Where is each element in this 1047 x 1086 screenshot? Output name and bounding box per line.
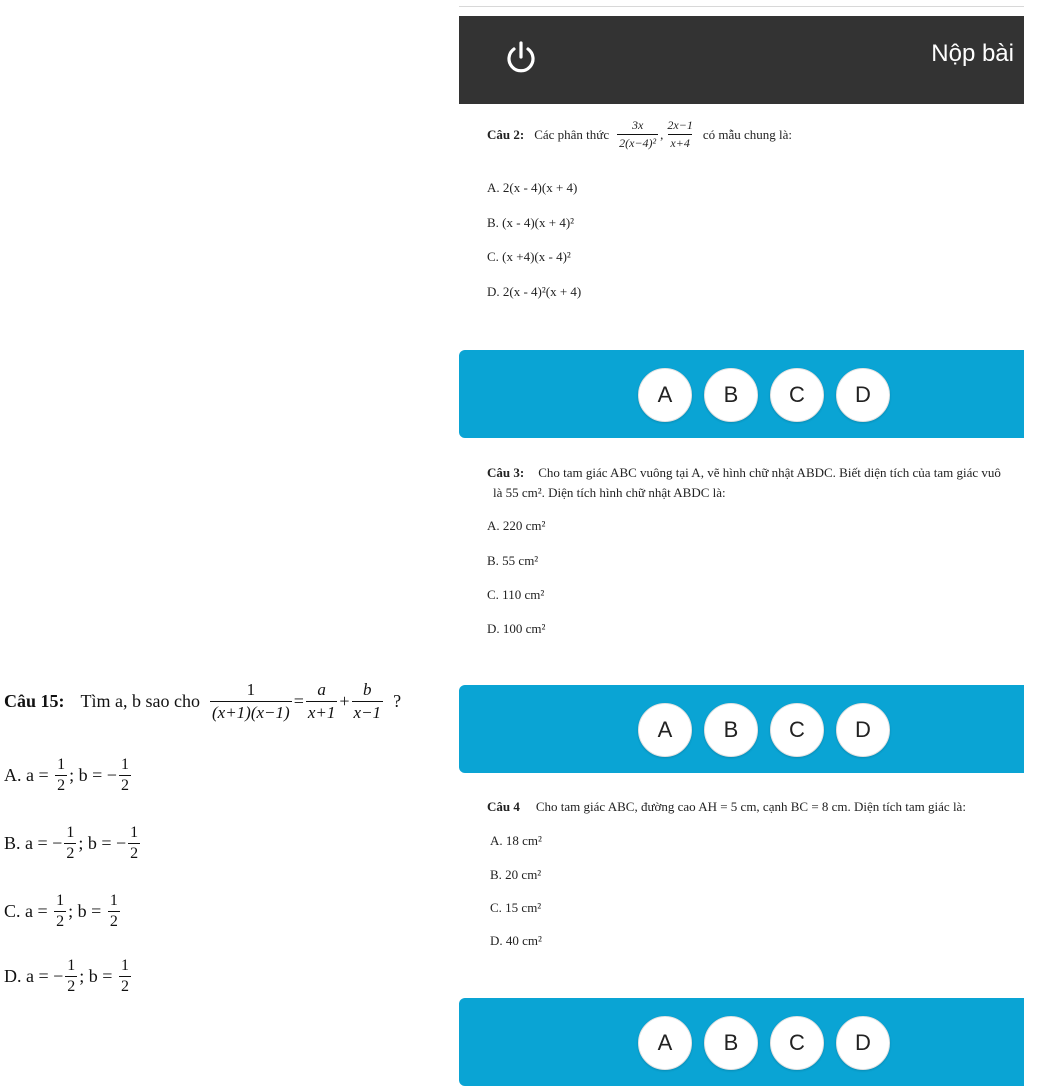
lhs-numerator: 1 [246,680,256,699]
option-b-sign: − [115,833,127,853]
question-15-prefix: Tìm a, b sao cho [80,691,200,711]
option-b-label: ; b = [79,966,113,986]
q4-option-a: A. 18 cm² [490,833,542,848]
option-a-label: a = [26,765,49,785]
q4-option-b: B. 20 cm² [490,867,542,882]
q4-option-d: D. 40 cm² [490,933,542,948]
comma: , [660,126,664,142]
lhs-fraction [210,680,292,723]
q15-option-d [4,957,133,996]
q2-fraction-1 [617,118,658,151]
option-b-label: ; b = [68,901,102,921]
term2-numerator: b [363,680,372,699]
option-b-sign: − [106,765,117,785]
question-3-title [487,465,1047,501]
q2-option-b: B. (x - 4)(x + 4)² [487,215,575,230]
question-3-line2: là 55 cm². Diện tích hình chữ nhật ABDC là: [493,485,726,500]
term1-numerator: a [317,680,326,699]
q3-option-c: C. 110 cm² [487,587,545,602]
term1-fraction [306,680,338,723]
option-a-label: a = [25,901,48,921]
answer-button-a[interactable]: A [638,1016,692,1070]
option-a-sign: − [52,833,63,853]
q2-fraction-2 [665,118,694,151]
option-a-fraction [54,892,66,931]
answer-button-b[interactable]: B [704,703,758,757]
answer-button-b[interactable]: B [704,1016,758,1070]
q2-option-d: D. 2(x - 4)²(x + 4) [487,284,582,299]
frac-den: 2(x−4)² [619,136,657,150]
answer-button-a[interactable]: A [638,368,692,422]
q4-option-c: C. 15 cm² [490,900,542,915]
frac-den: 2 [66,845,75,862]
quiz-panel [459,0,1024,1055]
question-15-title [4,680,401,723]
answer-button-b[interactable]: B [704,368,758,422]
question-2-suffix: có mẫu chung là: [702,126,792,142]
q15-option-b [4,824,142,863]
answer-button-c[interactable]: C [770,1016,824,1070]
question-2-prefix: Các phân thức [534,126,610,142]
frac-num: 2x−1 [667,118,693,132]
question-3-line1: Cho tam giác ABC vuông tại A, vẽ hình chữ nhật ABDC. Biết diện tích của tam giác vuô [538,465,1001,480]
option-letter: A. [4,765,22,785]
q3-option-b: B. 55 cm² [487,553,539,568]
q15-option-a [4,756,133,795]
option-b-label: ; b = [69,765,103,785]
option-a-fraction [55,756,67,795]
frac-num: 1 [120,756,129,773]
term2-denominator: x−1 [353,703,382,722]
frac-den: x+4 [670,136,690,150]
option-a-label: a = [25,833,48,853]
frac-num: 1 [56,892,65,909]
question-15-label: Câu 15: [4,691,65,711]
frac-den: 2 [120,777,129,794]
frac-den: 2 [56,913,65,930]
option-letter: C. [4,901,21,921]
option-b-fraction [128,824,140,863]
frac-den: 2 [130,845,139,862]
submit-button[interactable]: Nộp bài [931,40,1014,67]
lhs-denominator [210,701,292,723]
frac-num: 1 [109,892,118,909]
q3-option-d: D. 100 cm² [487,621,546,636]
top-bar [459,16,1024,104]
q2-option-c: C. (x +4)(x - 4)² [487,249,571,264]
frac-den: 2 [67,978,76,995]
q3-option-a: A. 220 cm² [487,518,546,533]
question-2-label: Câu 2: [487,126,525,142]
option-a-fraction [64,824,76,863]
option-b-fraction [119,957,131,996]
term2-fraction [352,680,384,723]
option-a-fraction [65,957,77,996]
question-4-label: Câu 4 [487,799,520,814]
option-b-fraction [108,892,120,931]
option-a-sign: − [53,966,64,986]
option-a-label: a = [26,966,49,986]
question-4-title [487,799,966,815]
frac-den: 2 [57,777,66,794]
answer-button-c[interactable]: C [770,703,824,757]
answer-bar-q2 [459,350,1024,438]
question-mark: ? [393,691,402,711]
option-b-label: ; b = [78,833,112,853]
frac-num: 3x [631,118,644,132]
option-b-fraction [119,756,131,795]
plus-sign: + [339,691,350,711]
frac-num: 1 [130,824,139,841]
panel-top-divider [459,6,1024,7]
frac-num: 1 [120,957,129,974]
q2-option-a: A. 2(x - 4)(x + 4) [487,180,578,195]
frac-num: 1 [67,957,76,974]
left-question-image [0,0,458,1024]
option-letter: D. [4,966,22,986]
equals-sign: = [293,691,304,711]
option-letter: B. [4,833,21,853]
answer-button-d[interactable]: D [836,1016,890,1070]
question-3-label: Câu 3: [487,465,525,480]
lhs-denominator-text: (x+1)(x−1) [212,703,290,722]
answer-button-d[interactable]: D [836,368,890,422]
answer-bar-q4 [459,998,1024,1086]
answer-bar-q3 [459,685,1024,773]
frac-num: 1 [57,756,66,773]
answer-button-a[interactable]: A [638,703,692,757]
answer-button-d[interactable]: D [836,703,890,757]
frac-den: 2 [120,978,129,995]
frac-num: 1 [66,824,75,841]
frac-den: 2 [109,913,118,930]
answer-button-c[interactable]: C [770,368,824,422]
question-4-text: Cho tam giác ABC, đường cao AH = 5 cm, cạnh BC = 8 cm. Diện tích tam giác là: [535,799,966,814]
question-2-title [487,118,792,151]
power-icon[interactable] [503,40,539,76]
q15-option-c [4,892,122,931]
term1-denominator: x+1 [307,703,336,722]
